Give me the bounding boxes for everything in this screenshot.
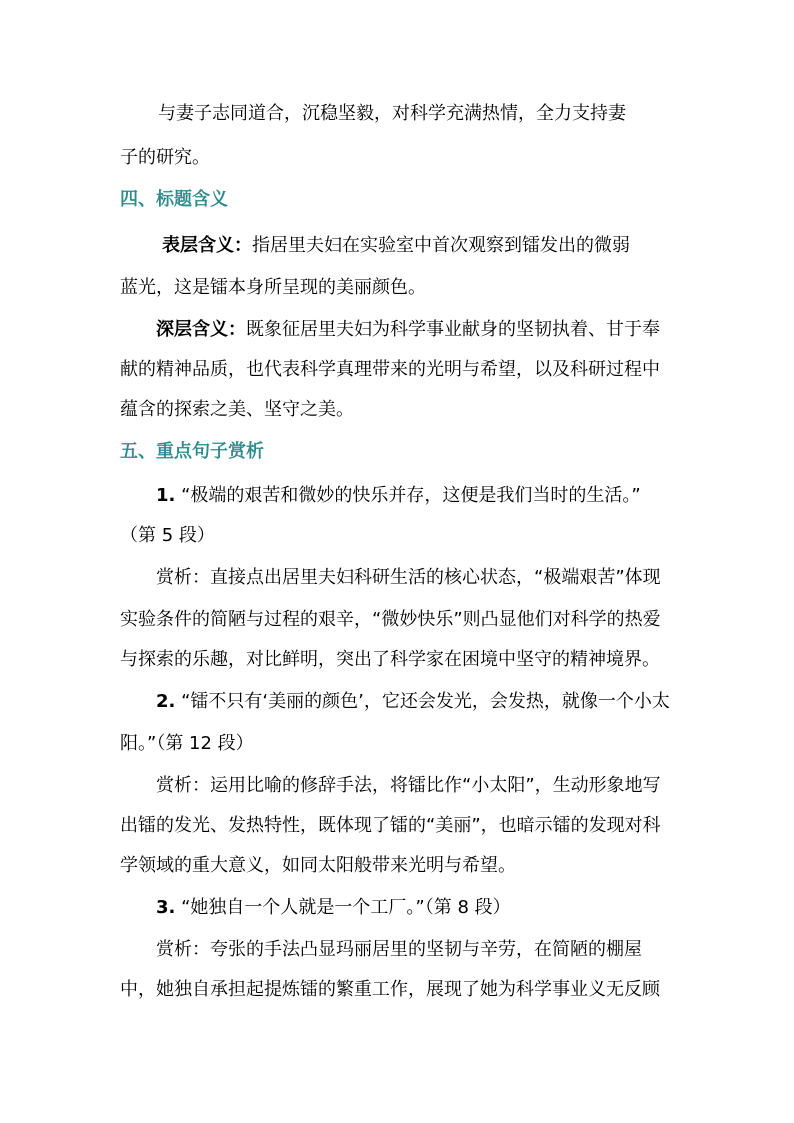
analysis-line: [156, 932, 642, 968]
heading-text: 四、标题含义: [120, 189, 228, 210]
body-line: [158, 96, 626, 132]
analysis-line: [120, 972, 660, 1008]
body-line: [120, 352, 660, 388]
body-line: [120, 140, 210, 176]
heading-text: 五、重点句子赏析: [120, 441, 264, 462]
analysis-line: [120, 602, 661, 638]
quote-line: [120, 726, 254, 762]
item-number: 2.: [156, 691, 176, 712]
body-line: [120, 392, 354, 428]
quote-text: 阳。”（第 12 段）: [120, 733, 254, 754]
analysis-text: 出镭的发光、发热特性，既体现了镭的“美丽”，也暗示镭的发现对科: [120, 815, 661, 836]
term-label: 表层含义：: [162, 235, 252, 256]
analysis-text: 赏析：夸张的手法凸显玛丽居里的坚韧与辛劳，在简陋的棚屋: [156, 939, 642, 960]
body-text: 既象征居里夫妇为科学事业献身的坚韧执着、甘于奉: [246, 319, 660, 340]
body-line: [162, 228, 630, 264]
quote-text: （第 5 段）: [120, 525, 215, 546]
analysis-line: [120, 848, 516, 884]
analysis-line: [156, 768, 661, 804]
quote-line: [156, 890, 511, 926]
body-text: 蕴含的探索之美、坚守之美。: [120, 399, 354, 420]
body-text: 蓝光，这是镭本身所呈现的美丽颜色。: [120, 277, 426, 298]
section-heading-5: [120, 434, 264, 470]
quote-text: “极端的艰苦和微妙的快乐并存，这便是我们当时的生活。”: [181, 485, 641, 506]
term-label: 深层含义：: [156, 319, 246, 340]
quote-line: [120, 518, 215, 554]
analysis-text: 赏析：运用比喻的修辞手法，将镭比作“小太阳”，生动形象地写: [156, 775, 661, 796]
analysis-text: 实验条件的简陋与过程的艰辛，“微妙快乐”则凸显他们对科学的热爱: [120, 609, 661, 630]
body-text: 献的精神品质，也代表科学真理带来的光明与希望，以及科研过程中: [120, 359, 660, 380]
body-text: 与妻子志同道合，沉稳坚毅，对科学充满热情，全力支持妻: [158, 103, 626, 124]
item-number: 1.: [156, 485, 176, 506]
body-line: [156, 312, 660, 348]
analysis-text: 学领域的重大意义，如同太阳般带来光明与希望。: [120, 855, 516, 876]
analysis-line: [120, 642, 660, 678]
analysis-text: 中，她独自承担起提炼镭的繁重工作，展现了她为科学事业义无反顾: [120, 979, 660, 1000]
body-line: [120, 270, 426, 306]
item-number: 3.: [156, 897, 176, 918]
quote-text: “镭不只有‘美丽的颜色’，它还会发光，会发热，就像一个小太: [181, 691, 670, 712]
quote-text: “她独自一个人就是一个工厂。”（第 8 段）: [181, 897, 511, 918]
analysis-text: 与探索的乐趣，对比鲜明，突出了科学家在困境中坚守的精神境界。: [120, 649, 660, 670]
section-heading-4: [120, 182, 228, 218]
quote-line: [156, 684, 670, 720]
body-text: 指居里夫妇在实验室中首次观察到镭发出的微弱: [252, 235, 630, 256]
quote-line: [156, 478, 641, 514]
analysis-text: 赏析：直接点出居里夫妇科研生活的核心状态，“极端艰苦”体现: [156, 567, 661, 588]
analysis-line: [156, 560, 661, 596]
body-text: 子的研究。: [120, 147, 210, 168]
analysis-line: [120, 808, 661, 844]
